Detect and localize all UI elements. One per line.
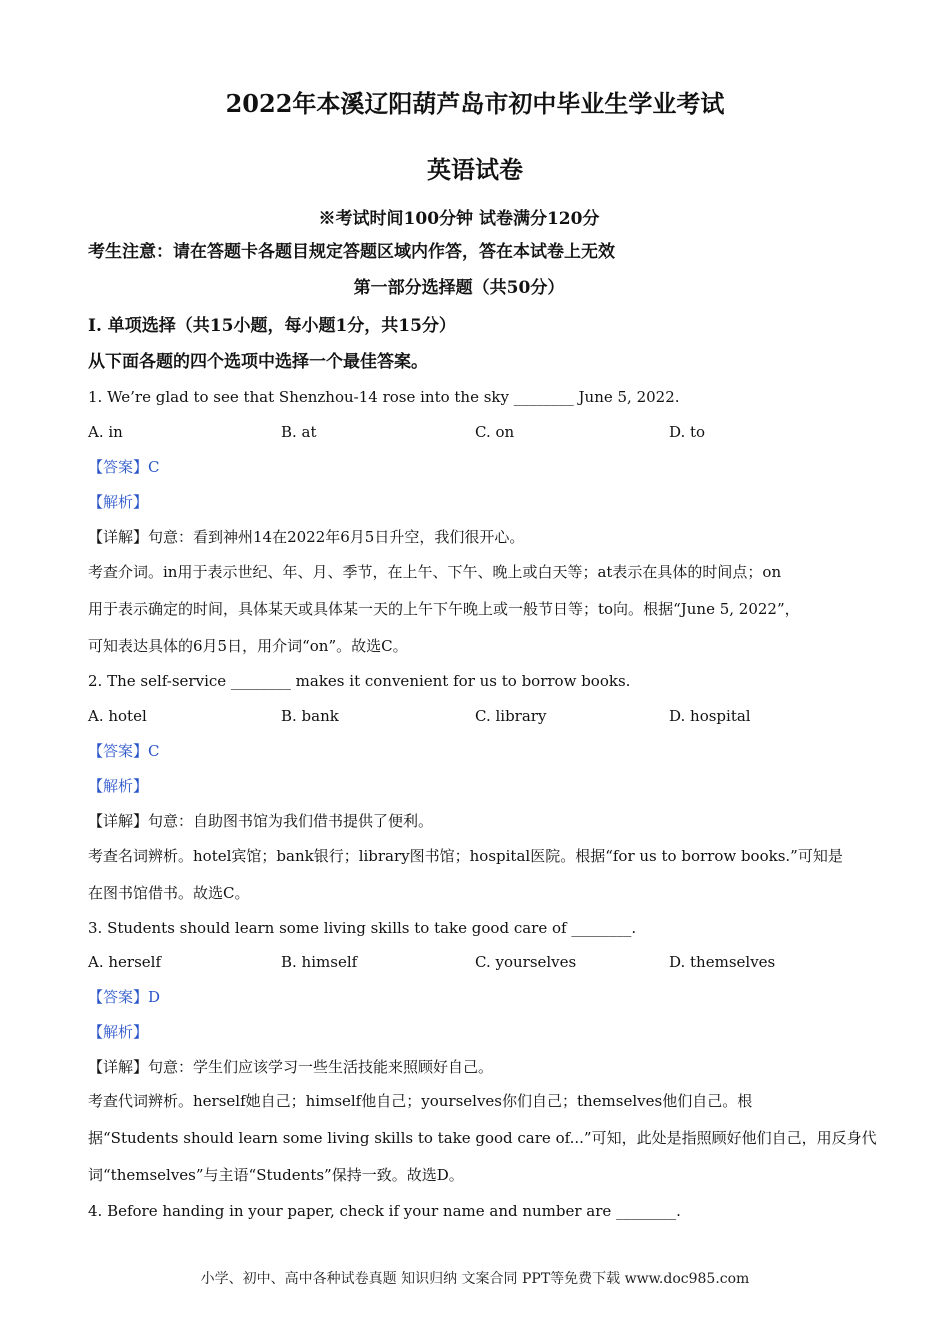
- explanation-line: 考查名词辨析。hotel宾馆；bank银行；library图书馆；hospital医院。根据“for us to borrow books.”可知是: [88, 847, 843, 865]
- explanation-line: 考查代词辨析。herself她自己；himself他自己；yourselves你们自己；themselves他们自己。根: [88, 1092, 753, 1110]
- explanation-line: 据“Students should learn some living skills to take good care of...”可知，此处是指照顾好他们自己，用反身代: [88, 1129, 877, 1147]
- explanation-line: 用于表示确定的时间，具体某天或具体某一天的上午下午晚上或一般节日等；to向。根据“June 5, 2022”，: [88, 600, 800, 618]
- option-a: A. hotel: [88, 707, 147, 725]
- explanation-line: 词“themselves”与主语“Students”保持一致。故选D。: [88, 1166, 464, 1184]
- detail-text: 【详解】句意：学生们应该学习一些生活技能来照顾好自己。: [88, 1058, 494, 1076]
- option-a: A. in: [88, 423, 123, 441]
- analysis-label: 【解析】: [88, 493, 149, 511]
- option-b: B. bank: [281, 707, 339, 725]
- answer: [88, 456, 159, 478]
- option-d: D. hospital: [669, 707, 751, 725]
- part-title: 第一部分选择题（共50分）: [353, 278, 565, 298]
- answer-text: 【答案】C: [88, 742, 160, 760]
- option-d: D. to: [669, 423, 706, 441]
- option-d: D. themselves: [669, 953, 776, 971]
- section-title: I. 单项选择（共15小题，每小题1分，共15分）: [88, 316, 456, 336]
- option-c: C. on: [475, 423, 515, 441]
- analysis-label: 【解析】: [88, 1023, 149, 1041]
- exam-subtitle: 英语试卷: [427, 155, 523, 184]
- page-footer: 小学、初中、高中各种试卷真题 知识归纳 文案合同 PPT等免费下载 www.doc985.com: [200, 1271, 750, 1287]
- question-stem: 2. The self-service ________ makes it convenient for us to borrow books.: [88, 672, 631, 690]
- exam-title: 2022年本溪辽阳葫芦岛市初中毕业生学业考试: [225, 89, 725, 118]
- question-stem: 3. Students should learn some living skills to take good care of ________.: [88, 919, 637, 937]
- option-c: C. library: [475, 707, 547, 725]
- option-b: B. at: [281, 423, 317, 441]
- analysis-label: 【解析】: [88, 777, 149, 795]
- question-stem: 1. We’re glad to see that Shenzhou-14 rose into the sky ________ June 5, 2022.: [88, 388, 680, 406]
- detail-text: 【详解】句意：看到神州14在2022年6月5日升空，我们很开心。: [88, 528, 525, 546]
- section-instruction: 从下面各题的四个选项中选择一个最佳答案。: [88, 352, 428, 372]
- option-a: A. herself: [88, 953, 162, 971]
- option-c: C. yourselves: [475, 953, 577, 971]
- explanation-line: 可知表达具体的6月5日，用介词“on”。故选C。: [88, 637, 408, 655]
- notice: 考生注意：请在答题卡各题目规定答题区域内作答，答在本试卷上无效: [88, 242, 615, 262]
- explanation-line: 考查介词。in用于表示世纪、年、月、季节，在上午、下午、晚上或白天等；at表示在具体的时间点；on: [88, 563, 782, 581]
- option-b: B. himself: [281, 953, 358, 971]
- exam-info: ※考试时间100分钟 试卷满分120分: [318, 209, 600, 229]
- explanation-line: 在图书馆借书。故选C。: [88, 884, 250, 902]
- detail-text: 【详解】句意：自助图书馆为我们借书提供了便利。: [88, 812, 434, 830]
- answer-text: 【答案】D: [88, 988, 161, 1006]
- answer-text: 【答案】C: [88, 458, 160, 476]
- question-stem: 4. Before handing in your paper, check if your name and number are ________.: [88, 1202, 681, 1220]
